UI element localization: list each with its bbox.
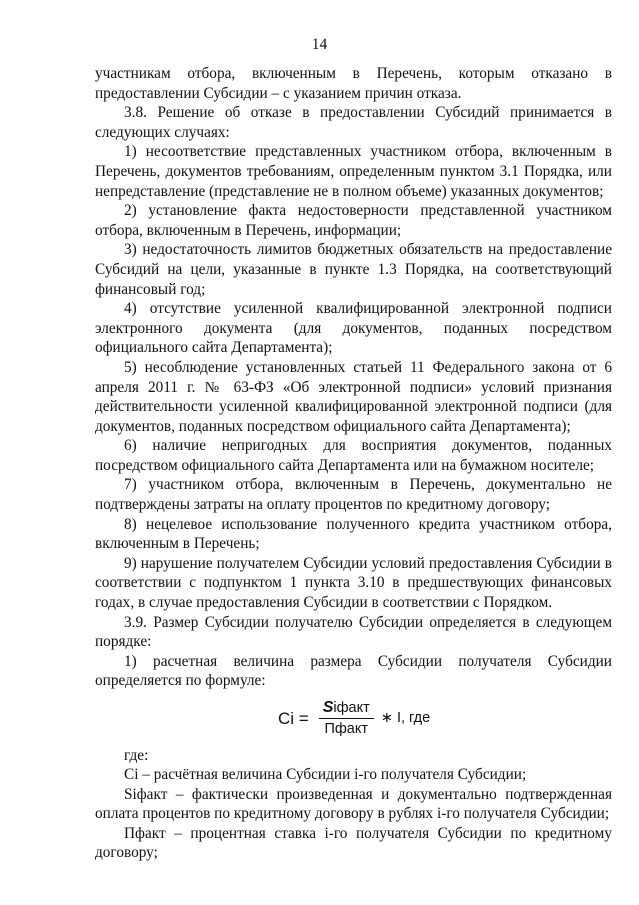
formula-numerator [319, 700, 374, 719]
list-item-9: 9) нарушение получателем Субсидии условий предоставления Субсидии в соответствии с подпунктом 1 пункта 3.10 в предшествующих финансовых годах, в случае предоставления Субсидии в соответствии с Порядком. [95, 554, 612, 612]
page-number: 14 [311, 36, 328, 53]
definition-sifakt: Siфакт – фактически произведенная и документально подтвержденная оплата процентов по кредитному договору в рублях i-го получателя Субсидии; [95, 785, 612, 823]
list-item-5: 5) несоблюдение установленных статьей 11 Федерального закона от 6 апреля 2011 г. № 63-ФЗ «Об электронной подписи» условий признания действительности усиленной квалифицированной электронной подписи (для документов, поданных посредством официального сайта Департамента); [95, 358, 612, 435]
list-item-1: 1) несоответствие представленных участником отбора, включенным в Перечень, документов требованиям, определенным пунктом 3.1 Порядка, или непредставление (представление не в полном объеме) указанных документов; [95, 143, 612, 200]
formula-denominator: Пфакт [324, 721, 369, 737]
paragraph-3-9: 3.9. Размер Субсидии получателю Субсидии определяется в следующем порядке: [95, 613, 612, 651]
definition-ci: Ci – расчётная величина Субсидии i-го получателя Субсидии; [124, 766, 527, 784]
document-body [95, 64, 612, 863]
paragraph-continuation: участникам отбора, включенным в Перечень, которым отказано в предоставлении Субсидии – с указанием причин отказа. [95, 65, 612, 102]
subsidy-formula [95, 700, 612, 737]
formula-fraction [319, 700, 374, 737]
formula-rhs: ∗ I, где [380, 710, 431, 726]
list-item-6: 6) наличие непригодных для восприятия документов, поданных посредством официального сайта Департамента или на бумажном носителе; [95, 437, 612, 474]
formula-numerator-symbol: S [322, 699, 334, 716]
formula-numerator-text: iфакт [333, 700, 370, 716]
formula-intro: 1) расчетная величина размера Субсидии получателя Субсидии определяется по формуле: [95, 652, 612, 690]
formula-lhs: Ci = [278, 708, 309, 728]
definition-pfakt: Пфакт – процентная ставка i-го получателя Субсидии по кредитному договору; [95, 824, 612, 862]
list-item-4: 4) отсутствие усиленной квалифицированной электронной подписи электронного документа (для документов, поданных посредством официального сайта Департамента); [95, 300, 612, 357]
list-item-2: 2) установление факта недостоверности представленной участником отбора, включенным в Перечень, информации; [95, 202, 612, 239]
list-item-3: 3) недостаточность лимитов бюджетных обязательств на предоставление Субсидий на цели, указанные в пункте 1.3 Порядка, на соответствующий финансовый год; [95, 241, 612, 298]
list-item-8: 8) нецелевое использование полученного кредита участником отбора, включенным в Перечень; [95, 515, 612, 553]
paragraph-3-8: 3.8. Решение об отказе в предоставлении Субсидий принимается в следующих случаях: [95, 104, 612, 141]
where-label: где: [124, 746, 149, 764]
list-item-7: 7) участником отбора, включенным в Перечень, документально не подтверждены затраты на оплату процентов по кредитному договору; [95, 476, 612, 514]
